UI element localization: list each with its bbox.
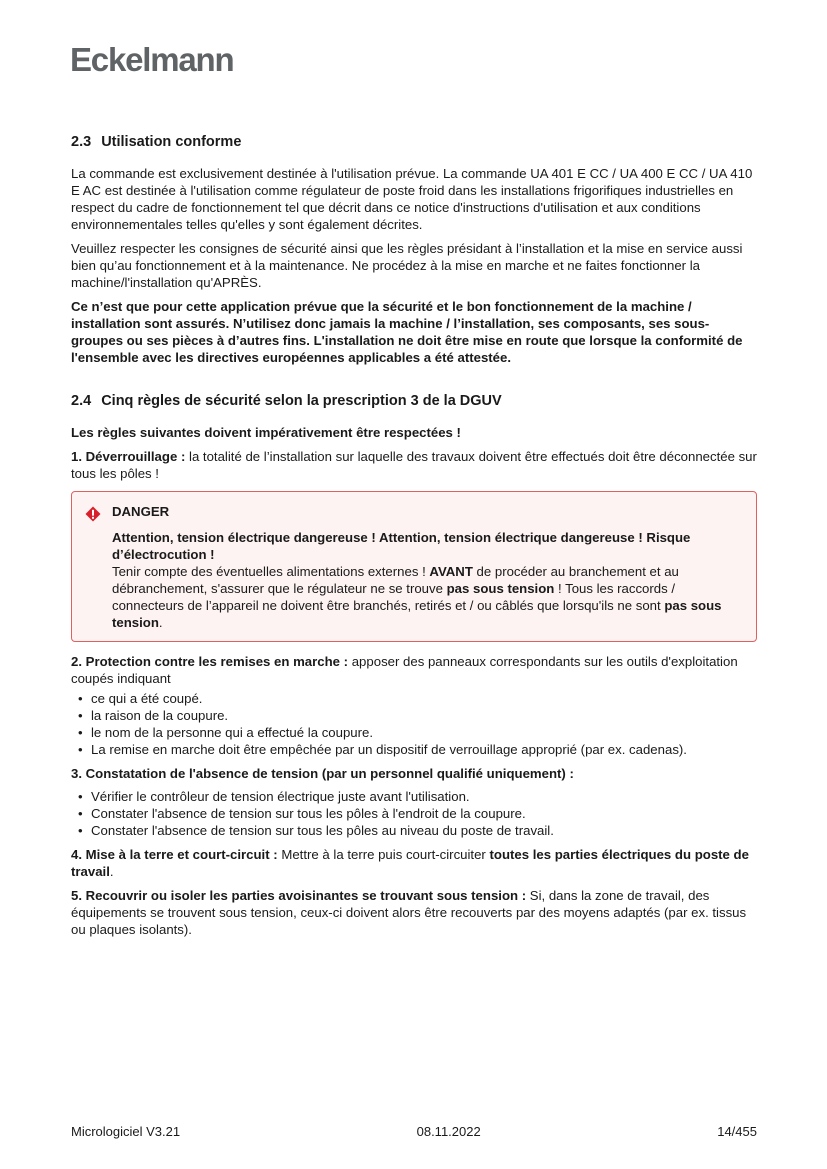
rule-label: 4. Mise à la terre et court-circuit :	[71, 847, 278, 862]
bold-text: Les règles suivantes doivent impérativement être respectées !	[71, 425, 461, 440]
list-item: • La remise en marche doit être empêchée par un dispositif de verrouillage approprié (par ex. cadenas).	[71, 741, 757, 758]
bold-text: toutes les parties électriques du poste de travail	[71, 847, 749, 879]
rule-1	[71, 448, 757, 482]
list-item: • ce qui a été coupé.	[71, 690, 757, 707]
rule-3	[71, 765, 757, 782]
bold-text: Ce n’est que pour cette application prévue que la sécurité et le bon fonctionnement de la machine / installation sont assurés. N’utilisez donc jamais la machine / l’installation, ses composants, ses sous-groupes ou ses pièces à d’autres fins. L'installation ne doit être mise en route que lorsque la conformité de l'ensemble avec les directives européennes applicables a été attestée.	[71, 299, 743, 365]
rule-2-list	[71, 690, 757, 758]
danger-text: de procéder au branchement et au débranchement, s'assurer que le régulateur ne se trouve	[112, 564, 679, 596]
danger-title: DANGER	[112, 504, 170, 519]
rule-3-list	[71, 788, 757, 839]
bold-text: AVANT	[429, 564, 473, 579]
section-number: 2.3	[71, 134, 92, 150]
firmware-version: Micrologiciel V3.21	[71, 1124, 181, 1139]
page-number: 14/455	[717, 1124, 757, 1139]
rule-label: 2. Protection contre les remises en marche :	[71, 654, 349, 669]
rule-text: apposer des panneaux correspondants sur les outils d'exploitation coupés indiquant	[71, 654, 738, 686]
list-item: • Vérifier le contrôleur de tension électrique juste avant l'utilisation.	[71, 788, 757, 805]
rule-text: la totalité de l’installation sur laquelle des travaux doivent être effectués doit être déconnectée sur tous les pôles !	[71, 449, 757, 481]
paragraph: La commande est exclusivement destinée à l'utilisation prévue. La commande UA 401 E CC / UA 400 E CC / UA 410 E AC est destinée à l'utilisation comme régulateur de poste froid dans les installations frigorifiques industrielles en respect du cadre de fonctionnement tel que décrit dans ce notice d'instructions d'utilisation et aux conditions environnementales telles qu'elles y sont également décrites.	[71, 166, 753, 232]
page-content	[71, 133, 757, 945]
rule-text: Mettre à la terre puis court-circuiter	[277, 847, 490, 862]
section-heading-2-4	[71, 392, 757, 410]
page-footer	[71, 1123, 757, 1140]
rule-2	[71, 653, 757, 687]
danger-text: .	[158, 615, 163, 630]
list-item: • Constater l'absence de tension sur tous les pôles à l'endroit de la coupure.	[71, 805, 757, 822]
section-title: Utilisation conforme	[101, 134, 242, 150]
list-item: • Constater l'absence de tension sur tous les pôles au niveau du poste de travail.	[71, 822, 757, 839]
paragraph-bold	[71, 298, 757, 366]
rule-text: .	[109, 864, 114, 879]
paragraph: Veuillez respecter les consignes de sécurité ainsi que les règles présidant à l’installation et la mise en service aussi bien qu’au fonctionnement et à la maintenance. Ne procédez à la mise en marche et ne faites fonctionner la machine/l'installation qu'APRÈS.	[71, 241, 743, 290]
section-title: Cinq règles de sécurité selon la prescription 3 de la DGUV	[101, 393, 502, 409]
danger-text: ! Tous les raccords / connecteurs de l’appareil ne doivent être branchés, retirés et / ou câblés que lorsqu'ils ne sont	[112, 581, 676, 613]
rule-5	[71, 887, 757, 938]
rule-text: Si, dans la zone de travail, des équipements se trouvent sous tension, ceux-ci doivent alors être recouverts par des moyens adaptés (par ex. tissus ou plaques isolants).	[71, 888, 747, 937]
list-item: • la raison de la coupure.	[71, 707, 757, 724]
intro	[71, 424, 757, 441]
bold-text: pas sous tension	[446, 581, 555, 596]
danger-body	[112, 529, 742, 631]
section-heading-2-3	[71, 133, 757, 151]
danger-headline: Attention, tension électrique dangereuse ! Attention, tension électrique dangereuse ! Risque d’électrocution !	[112, 530, 691, 562]
section-number: 2.4	[71, 393, 92, 409]
danger-notice	[71, 491, 757, 642]
bold-text: pas sous tension	[112, 598, 722, 630]
danger-text: Tenir compte des éventuelles alimentations externes !	[112, 564, 430, 579]
rule-label: 3. Constatation de l'absence de tension (par un personnel qualifié uniquement) :	[71, 766, 574, 781]
document-date: 08.11.2022	[416, 1124, 481, 1139]
danger-warning-icon	[85, 506, 101, 522]
rule-4	[71, 846, 757, 880]
rule-label: 1. Déverrouillage :	[71, 449, 186, 464]
eckelmann-logo: Eckelmann	[70, 41, 234, 78]
list-item: • le nom de la personne qui a effectué la coupure.	[71, 724, 757, 741]
rule-label: 5. Recouvrir ou isoler les parties avoisinantes se trouvant sous tension :	[71, 888, 527, 903]
